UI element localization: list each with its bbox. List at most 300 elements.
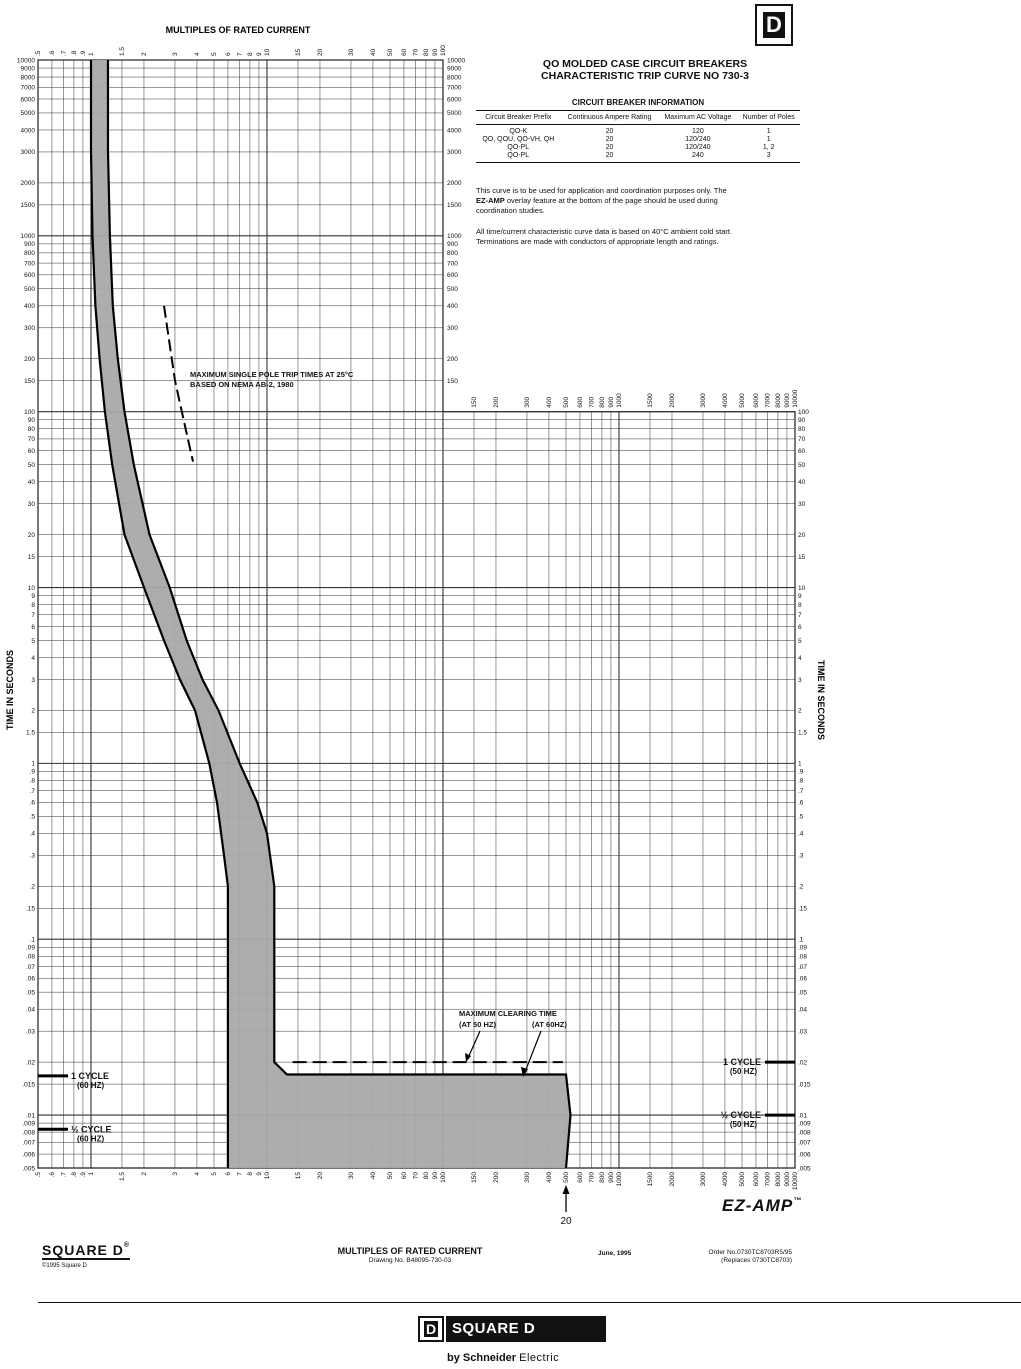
table-cell: 1 [766,128,771,135]
bottom-x-tick-label: 2 [140,1172,148,1176]
left-y-tick-label: 1500 [20,202,35,210]
left-y-tick-label: .01 [25,1112,35,1120]
rating-marker-label: 20 [560,1216,572,1227]
note1-ezamp: EZ-AMP [476,196,505,205]
left-y-tick-label: 1000 [20,233,35,241]
order-number [690,1249,792,1265]
mid-x-tick-label: 1500 [646,393,654,408]
bottom-x-tick-label: 400 [545,1172,553,1183]
bottom-x-tick-label: 4000 [721,1172,729,1187]
top-x-tick-label: .8 [70,50,78,56]
left-y-tick-label: 300 [24,325,35,333]
bottom-x-tick-label: 15 [294,1172,302,1180]
bottom-x-tick-label: 300 [523,1172,531,1183]
1-cycle-50hz-sub: (50 HZ) [729,1067,757,1077]
left-y-tick-label: .06 [25,975,35,983]
bottom-x-tick-label: 500 [563,1172,571,1183]
mid-x-tick-label: 7000 [764,393,772,408]
by-schneider: by Schneider [447,1352,517,1364]
top-x-tick-label: 4 [193,52,201,56]
right-y-tick-label: 7 [798,612,802,620]
breaker-info-table [476,110,800,163]
top-x-tick-label: .7 [60,50,68,56]
table-cell: 1 [766,136,771,143]
inner-y-tick-label: 800 [446,250,458,258]
half-cycle-50hz-sub: (50 HZ) [729,1120,757,1130]
footer-rule [38,1302,1021,1303]
bottom-x-tick-label: 7 [236,1172,244,1176]
mid-x-tick-label: 8000 [774,393,782,408]
bottom-x-tick-label: 800 [598,1172,606,1183]
left-y-tick-label: .6 [29,799,35,807]
inner-y-tick-label: 10000 [446,57,466,65]
inner-y-tick-label: 1000 [446,233,462,241]
inner-y-tick-label: 300 [446,325,458,333]
right-y-tick-label: .007 [798,1139,811,1147]
half-cycle-60hz-sub: (60 HZ) [77,1134,105,1144]
left-y-tick-label: .09 [25,944,35,952]
left-y-tick-label: 80 [27,426,35,434]
left-y-tick-label: 900 [24,241,35,249]
bottom-x-tick-label: 30 [347,1172,355,1180]
col-header: Number of Poles [737,111,800,125]
top-x-tick-label: 5 [211,52,219,56]
left-y-tick-label: 9 [31,592,35,600]
inner-y-tick-label: 4000 [446,127,462,135]
bottom-x-tick-label: 7000 [764,1172,772,1187]
right-y-tick-label: .15 [798,905,808,913]
left-y-tick-label: .02 [25,1059,35,1067]
top-x-tick-label: .6 [48,50,56,56]
bottom-x-tick-label: 80 [422,1172,430,1180]
left-y-tick-label: .007 [22,1139,35,1147]
copyright: ©1995 Square D [42,1263,87,1269]
top-axis-title: MULTIPLES OF RATED CURRENT [165,25,311,35]
left-y-tick-label: 6 [31,623,35,631]
bottom-x-tick-label: 9 [255,1172,263,1176]
right-y-tick-label: .01 [798,1112,808,1120]
right-y-tick-label: 60 [798,447,806,455]
left-y-tick-label: .015 [22,1081,35,1089]
right-y-tick-label: 8 [798,601,802,609]
1-cycle-60hz-label: 1 CYCLE [71,1070,110,1081]
bottom-x-tick-label: 2000 [668,1172,676,1187]
table-cell: 20 [605,136,614,143]
col-header: Circuit Breaker Prefix [476,111,561,125]
top-x-tick-label: 7 [236,52,244,56]
left-y-tick-label: .4 [29,830,35,838]
left-y-tick-label: 7 [31,612,35,620]
left-y-tick-label: .008 [22,1129,35,1137]
single-pole-trip-dashed-line [164,306,193,462]
mid-x-tick-label: 600 [576,396,584,408]
left-y-tick-label: 6000 [20,96,35,104]
inner-y-tick-label: 500 [446,286,458,294]
right-y-tick-label: 40 [798,478,806,486]
right-y-tick-label: 9 [798,592,802,600]
right-y-tick-label: 2 [798,707,802,715]
right-y-tick-label: 30 [798,500,806,508]
right-y-tick-label: .6 [798,799,804,807]
right-y-tick-label: .008 [798,1129,811,1137]
left-y-tick-label: 50 [27,461,35,469]
left-y-tick-label: .15 [25,905,35,913]
table-cell: 240 [658,152,737,163]
mid-x-tick-label: 150 [470,396,478,408]
inner-y-tick-label: 9000 [446,65,462,73]
top-x-tick-label: 40 [369,48,377,56]
1-cycle-60hz-sub: (60 HZ) [77,1080,105,1090]
inner-y-tick-label: 600 [446,272,458,280]
table-row [476,144,800,152]
left-y-tick-label: 60 [27,447,35,455]
left-y-tick-label: 3000 [20,149,35,157]
bottom-x-tick-label: 10 [263,1172,271,1180]
left-y-tick-label: 2000 [20,180,35,188]
note1-d: coordination studies. [476,206,545,215]
left-y-tick-label: 1 [31,760,35,768]
order-line-2: (Replaces 0730TC8703) [721,1257,792,1264]
bottom-x-tick-label: 150 [470,1172,478,1183]
right-y-tick-label: 80 [798,426,806,434]
left-y-tick-label: 90 [27,417,35,425]
bottom-x-tick-label: 3 [171,1172,179,1176]
col-header: Maximum AC Voltage [658,111,737,125]
right-y-tick-label: .04 [798,1006,808,1014]
left-y-tick-label: .04 [25,1006,35,1014]
right-y-tick-label: 70 [798,436,806,444]
mid-x-tick-label: 300 [523,396,531,408]
inner-y-tick-label: 7000 [446,84,462,92]
left-y-tick-label: 15 [27,553,35,561]
right-y-tick-label: .05 [798,989,808,997]
left-y-tick-label: 100 [24,408,35,416]
top-x-tick-label: 30 [347,48,355,56]
bottom-x-tick-label: 40 [369,1172,377,1180]
left-y-tick-label: .3 [29,852,35,860]
bottom-x-tick-label: 60 [400,1172,408,1180]
inner-y-tick-label: 700 [446,260,458,268]
table-cell: QO-PL [507,144,530,151]
note1-a: This curve is to be used for application and coordination purposes only. The [476,186,727,195]
square-d-brand [42,1242,130,1260]
mid-x-tick-label: 1000 [615,393,623,408]
top-x-tick-label: 1 [87,52,95,56]
left-y-tick-label: .08 [25,953,35,961]
left-y-tick-label: 500 [24,286,35,294]
top-x-tick-label: 90 [431,48,439,56]
inner-y-tick-label: 400 [446,303,458,311]
right-y-tick-label: .015 [798,1081,811,1089]
application-note [476,186,796,216]
bottom-x-tick-label: 9000 [783,1172,791,1187]
right-y-tick-label: 15 [798,553,806,561]
left-y-tick-label: 5000 [20,110,35,118]
title-line-2: CHARACTERISTIC TRIP CURVE NO 730-3 [541,70,749,82]
inner-y-tick-label: 3000 [446,149,462,157]
rating-marker-arrowhead [563,1185,570,1194]
right-y-tick-label: 20 [798,531,806,539]
bottom-x-tick-label: 50 [387,1172,395,1180]
max-clearing-50hz-label: (AT 50 HZ) [459,1020,496,1029]
left-y-tick-label: 600 [24,272,35,280]
left-y-tick-label: .9 [29,768,35,776]
ezamp-text: EZ-AMP [722,1196,794,1215]
drawing-number: Drawing No. B48095-730-03 [368,1257,452,1264]
top-x-tick-label: 60 [400,48,408,56]
right-y-tick-label: .8 [798,777,804,785]
mid-x-tick-label: 700 [588,396,596,408]
right-y-tick-label: 4 [798,654,802,662]
col-header: Continuous Ampere Rating [561,111,659,125]
bottom-x-tick-label: .9 [79,1172,87,1178]
left-y-tick-label: 4000 [20,127,35,135]
table-cell: 20 [561,152,659,163]
table-row [476,136,800,144]
right-y-tick-label: 1 [798,760,802,768]
bottom-x-tick-label: 700 [588,1172,596,1183]
right-y-tick-label: .005 [798,1165,811,1173]
left-y-tick-label: 70 [27,436,35,444]
left-y-tick-label: 3 [31,676,35,684]
bottom-x-tick-label: 100 [439,1172,447,1183]
left-y-tick-label: 10000 [16,57,35,65]
note1-c: overlay feature at the bottom of the page should be used during [504,196,718,205]
bottom-x-tick-label: .7 [60,1172,68,1178]
bottom-x-tick-label: 10000 [792,1172,799,1191]
table-header-row [476,111,800,125]
left-y-tick-label: .005 [22,1165,35,1173]
inner-y-tick-label: 900 [446,241,458,249]
left-y-tick-label: .8 [29,777,35,785]
mid-x-tick-label: 800 [598,396,606,408]
right-y-tick-label: 100 [798,408,809,416]
footer-logo-letter: D [425,1321,437,1337]
right-y-tick-label: .5 [798,813,804,821]
top-x-tick-label: 8 [246,52,254,56]
bottom-x-tick-label: 90 [431,1172,439,1180]
left-y-tick-label: 40 [27,478,35,486]
mid-x-tick-label: 9000 [783,393,791,408]
inner-y-tick-label: 8000 [446,74,462,82]
inner-y-tick-label: 150 [446,378,458,386]
table-cell: 120/240 [685,136,711,143]
mid-x-tick-label: 6000 [752,393,760,408]
mid-x-tick-label: 2000 [668,393,676,408]
ambient-note [476,227,796,247]
table-cell: QO-PL [476,152,561,163]
top-x-tick-label: 50 [387,48,395,56]
top-x-tick-label: 9 [255,52,263,56]
mid-x-tick-label: 900 [607,396,615,408]
right-y-tick-label: .2 [798,883,804,891]
left-y-tick-label: .5 [29,813,35,821]
right-y-tick-label: .08 [798,953,808,961]
right-y-tick-label: .006 [798,1151,811,1159]
bottom-x-tick-label: 8 [246,1172,254,1176]
right-y-tick-label: 10 [798,584,806,592]
brand-text: SQUARE D [42,1242,124,1258]
table-cell: QO-K [509,128,528,135]
left-y-tick-label: .006 [22,1151,35,1159]
note2-a: All time/current characteristic curve data is based on 40°C ambient cold start. [476,227,733,236]
top-x-tick-label: 20 [316,48,324,56]
left-y-tick-label: 7000 [20,84,35,92]
max-clearing-annotation: MAXIMUM CLEARING TIME [459,1009,557,1018]
top-x-tick-label: 80 [422,48,430,56]
top-x-tick-label: 6 [224,52,232,56]
right-y-tick-label: .03 [798,1028,808,1036]
bottom-x-tick-label: 1500 [646,1172,654,1187]
right-y-tick-label: .7 [798,787,804,795]
bottom-x-tick-label: 6000 [752,1172,760,1187]
chart-title [478,58,812,82]
bottom-x-tick-label: 20 [316,1172,324,1180]
1-cycle-50hz-label: 1 CYCLE [722,1057,761,1068]
mid-x-tick-label: 4000 [721,393,729,408]
ezamp-logo [722,1196,802,1216]
left-y-tick-label: 20 [27,531,35,539]
left-y-tick-label: 2 [31,707,35,715]
left-y-tick-label: .7 [29,787,35,795]
top-x-tick-label: .5 [35,50,42,56]
bottom-x-tick-label: .6 [48,1172,56,1178]
bottom-x-tick-label: 1 [87,1172,95,1176]
table-row [476,125,800,137]
arrow-60hz-line [525,1031,541,1072]
table-cell: 3 [737,152,800,163]
top-x-tick-label: 10 [263,48,271,56]
table-cell: 120/240 [685,144,711,151]
left-y-tick-label: .07 [25,963,35,971]
right-y-tick-label: .009 [798,1120,811,1128]
single-pole-annotation-line2: BASED ON NEMA AB-2, 1980 [190,380,294,389]
left-y-tick-label: 400 [24,303,35,311]
left-y-tick-label: 10 [27,584,35,592]
top-x-tick-label: 1.5 [118,46,126,56]
ezamp-tm: ™ [793,1196,803,1205]
right-y-tick-label: .3 [798,852,804,860]
brand-reg: ® [123,1242,131,1249]
mid-x-tick-label: 10000 [792,389,799,408]
bottom-x-tick-label: 600 [576,1172,584,1183]
electric-text: Electric [519,1352,560,1364]
order-line-1: Order No.0730TC8703R5/95 [708,1249,792,1256]
footer-logo [418,1316,606,1342]
table-cell: 120 [692,128,704,135]
bottom-x-tick-label: 5000 [739,1172,747,1187]
max-clearing-60hz-label: (AT 60HZ) [532,1020,567,1029]
info-table-title: CIRCUIT BREAKER INFORMATION [571,98,705,107]
bottom-x-tick-label: 900 [607,1172,615,1183]
right-y-tick-label: 6 [798,623,802,631]
half-cycle-50hz-label: ½ CYCLE [720,1110,761,1121]
right-y-tick-label: 3 [798,676,802,684]
top-x-tick-label: 3 [171,52,179,56]
top-x-tick-label: 2 [140,52,148,56]
table-row [476,152,800,163]
top-x-tick-label: 100 [439,45,447,56]
mid-x-tick-label: 5000 [739,393,747,408]
table-cell: QO, QOU, QO-VH, QH [482,136,555,143]
inner-y-tick-label: 6000 [446,96,462,104]
title-line-1: QO MOLDED CASE CIRCUIT BREAKERS [542,58,748,70]
right-y-tick-label: .06 [798,975,808,983]
left-y-tick-label: .05 [25,989,35,997]
mid-x-tick-label: 3000 [699,393,707,408]
top-x-tick-label: 70 [412,48,420,56]
left-y-tick-label: .009 [22,1120,35,1128]
inner-y-tick-label: 200 [446,356,458,364]
table-cell: 20 [605,144,614,151]
left-y-tick-label: 9000 [20,65,35,73]
footer-logo-mark [418,1316,444,1342]
bottom-x-tick-label: 70 [412,1172,420,1180]
right-y-tick-label: 1.5 [798,729,808,737]
footer-logo-text: SQUARE D [446,1316,606,1342]
right-y-tick-label: .1 [798,936,804,944]
bottom-x-tick-label: 6 [224,1172,232,1176]
left-y-tick-label: .1 [29,936,35,944]
left-y-tick-label: .03 [25,1028,35,1036]
right-y-tick-label: .4 [798,830,804,838]
logo-letter: D [763,12,785,38]
right-y-tick-label: .02 [798,1059,808,1067]
y-axis-title-right: TIME IN SECONDS [816,659,826,741]
left-y-tick-label: 800 [24,250,35,258]
right-y-tick-label: 5 [798,637,802,645]
right-y-tick-label: .9 [798,768,804,776]
inner-y-tick-label: 1500 [446,202,462,210]
schneider-tagline [447,1352,559,1364]
top-x-tick-label: 15 [294,48,302,56]
left-y-tick-label: 700 [24,260,35,268]
left-y-tick-label: 8000 [20,74,35,82]
left-y-tick-label: 200 [24,356,35,364]
bottom-axis-title: MULTIPLES OF RATED CURRENT [337,1246,483,1256]
bottom-x-tick-label: .8 [70,1172,78,1178]
left-y-tick-label: 8 [31,601,35,609]
left-y-tick-label: 4 [31,654,35,662]
half-cycle-60hz-label: ½ CYCLE [71,1124,112,1135]
mid-x-tick-label: 400 [545,396,553,408]
inner-y-tick-label: 2000 [446,180,462,188]
right-y-tick-label: 90 [798,417,806,425]
top-x-tick-label: .9 [79,50,87,56]
right-y-tick-label: 50 [798,461,806,469]
table-cell: 20 [605,128,614,135]
inner-y-tick-label: 5000 [446,110,462,118]
bottom-x-tick-label: 8000 [774,1172,782,1187]
bottom-x-tick-label: 4 [193,1172,201,1176]
bottom-x-tick-label: 1.5 [118,1172,126,1182]
right-y-tick-label: .09 [798,944,808,952]
left-y-tick-label: 150 [24,378,35,386]
left-y-tick-label: 30 [27,500,35,508]
mid-x-tick-label: 500 [563,396,571,408]
y-axis-title-left: TIME IN SECONDS [5,649,15,731]
bottom-x-tick-label: .5 [35,1172,42,1178]
single-pole-annotation-line1: MAXIMUM SINGLE POLE TRIP TIMES AT 25°C [190,370,354,379]
square-d-logo [755,4,793,46]
left-y-tick-label: 1.5 [25,729,35,737]
bottom-x-tick-label: 5 [211,1172,219,1176]
table-cell: 1, 2 [762,144,775,151]
note2-b: Terminations are made with conductors of appropriate length and ratings. [476,237,719,246]
bottom-x-tick-label: 1000 [615,1172,623,1187]
left-y-tick-label: .2 [29,883,35,891]
date: June, 1995 [598,1250,632,1257]
